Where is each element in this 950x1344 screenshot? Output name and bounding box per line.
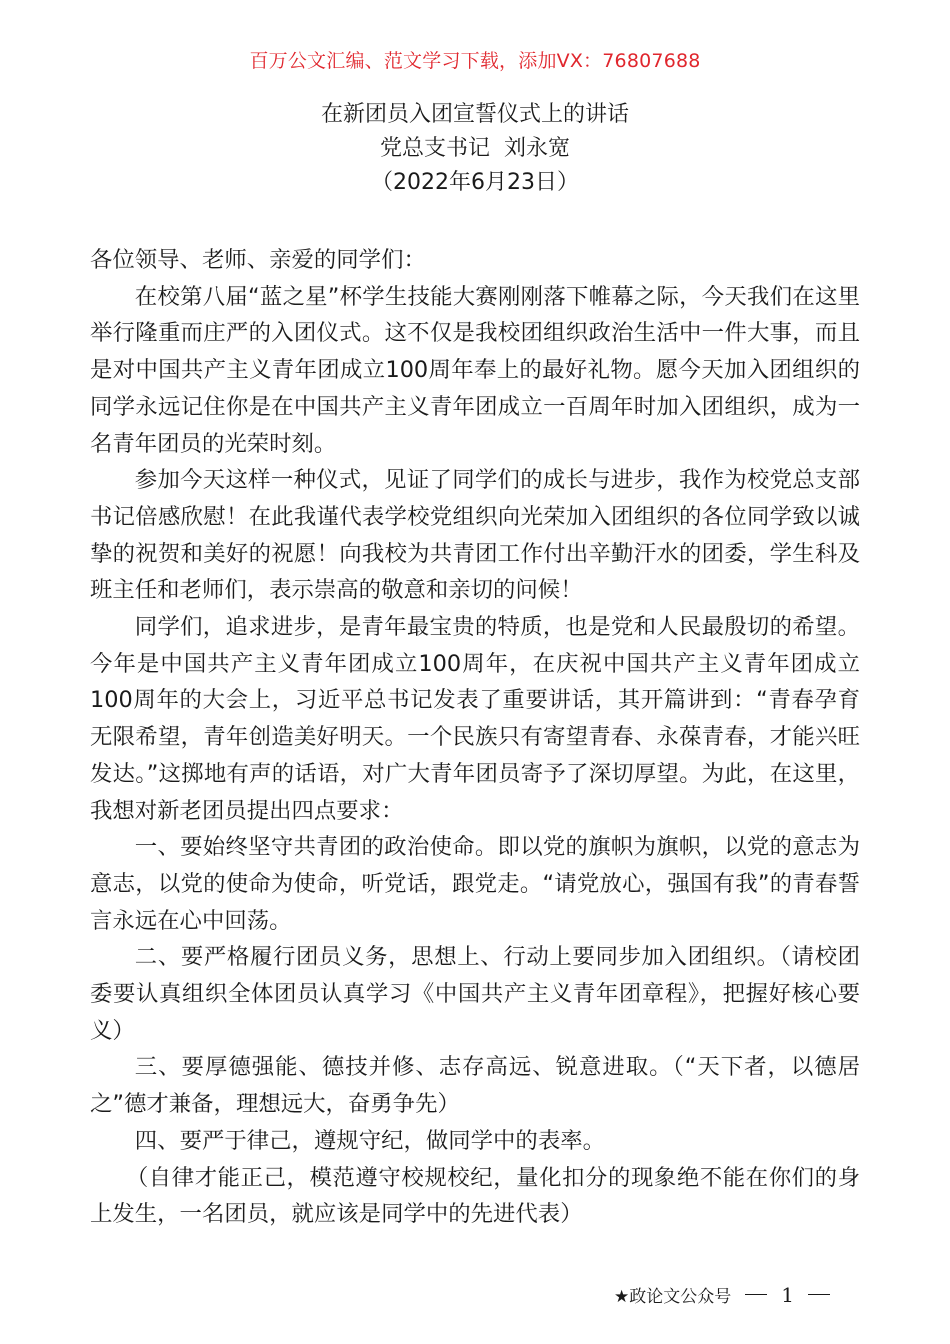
paragraph: 同学们，追求进步，是青年最宝贵的特质，也是党和人民最殷切的希望。今年是中国共产主义青年团成立100周年，在庆祝中国共产主义青年团成立100周年的大会上，习近平总书记发表了重要讲话，其开篇讲到：“青春孕育无限希望，青年创造美好明天。一个民族只有寄望青春、永葆青春，才能兴旺发达。”这掷地有声的话语，对广大青年团员寄予了深切厚望。为此，在这里，我想对新老团员提出四点要求：	[90, 614, 860, 824]
header	[0, 98, 950, 200]
requirement-4-note: （自律才能正己，模范遵守校规校纪，量化扣分的现象绝不能在你们的身上发生，一名团员，就应该是同学中的先进代表）	[90, 1164, 860, 1228]
footer-dash-left	[745, 1294, 767, 1295]
requirement-1: 一、要始终坚守共青团的政治使命。即以党的旗帜为旗帜，以党的意志为意志，以党的使命为使命，听党话，跟党走。“请党放心，强国有我”的青春誓言永远在心中回荡。	[90, 834, 860, 934]
footer-dash-right	[808, 1294, 830, 1295]
footer-source: ★政论文公众号	[614, 1287, 732, 1307]
paragraph: 在校第八届“蓝之星”杯学生技能大赛刚刚落下帷幕之际，今天我们在这里举行隆重而庄严的入团仪式。这不仅是我校团组织政治生活中一件大事，而且是对中国共产主义青年团成立100周年奉上的最好礼物。愿今天加入团组织的同学永远记住你是在中国共产主义青年团成立一百周年时加入团组织，成为一名青年团员的光荣时刻。	[90, 283, 860, 457]
page-number: 1	[781, 1282, 794, 1307]
paragraph: 参加今天这样一种仪式，见证了同学们的成长与进步，我作为校党总支部书记倍感欣慰！在此我谨代表学校党组织向光荣加入团组织的各位同学致以诚挚的祝贺和美好的祝愿！向我校为共青团工作付出辛勤汗水的团委，学生科及班主任和老师们，表示崇高的敬意和亲切的问候！	[90, 467, 860, 604]
speech-date: （2022年6月23日）	[371, 170, 579, 195]
salutation: 各位领导、老师、亲爱的同学们：	[90, 247, 426, 273]
page-footer	[614, 1282, 830, 1307]
requirement-2: 二、要严格履行团员义务，思想上、行动上要同步加入团组织。（请校团委要认真组织全体团员认真学习《中国共产主义青年团章程》，把握好核心要义）	[90, 944, 860, 1044]
requirement-3: 三、要厚德强能、德技并修、志存高远、锐意进取。（“天下者，以德居之”德才兼备，理想远大，奋勇争先）	[90, 1054, 860, 1118]
requirement-4: 四、要严于律己，遵规守纪，做同学中的表率。	[134, 1127, 605, 1154]
speech-body	[90, 242, 860, 1233]
speech-title: 在新团员入团宣誓仪式上的讲话	[320, 102, 629, 127]
speaker-line: 党总支书记 刘永宽	[380, 136, 570, 161]
watermark-text: 百万公文汇编、范文学习下载，添加VX：76807688	[249, 50, 701, 72]
